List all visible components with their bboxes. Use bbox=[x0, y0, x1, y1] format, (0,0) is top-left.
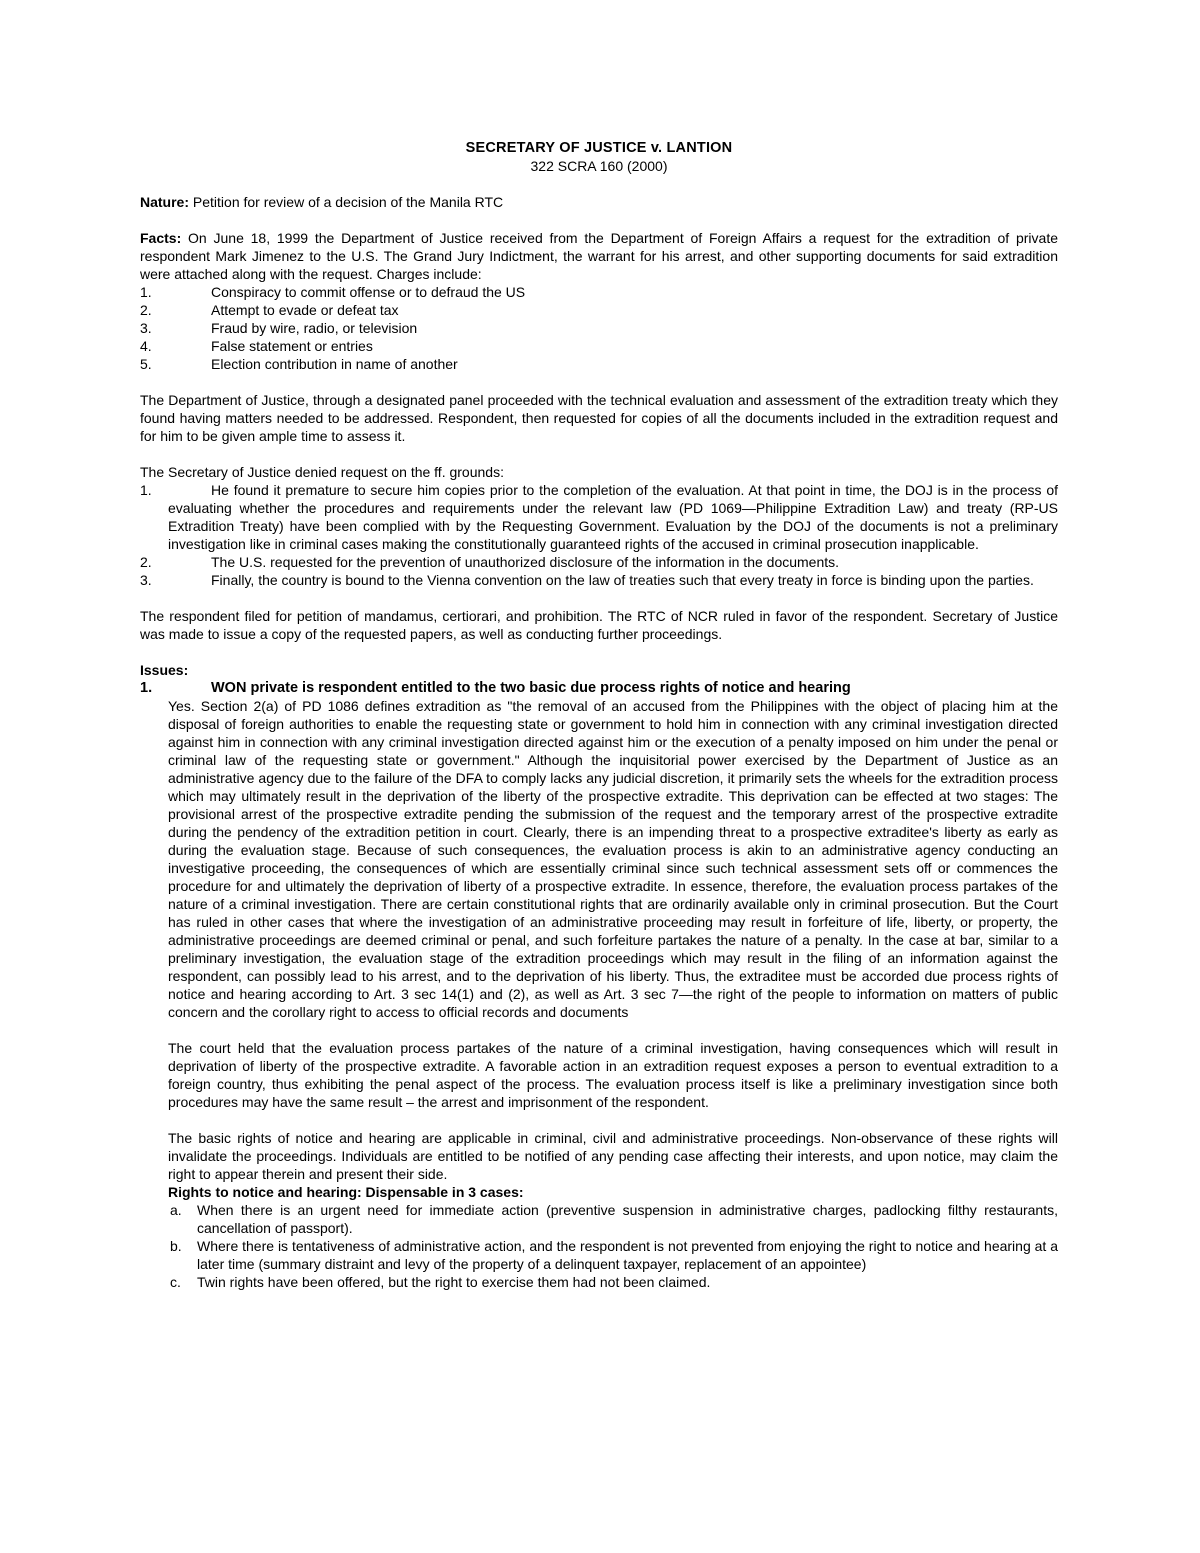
facts-paragraph bbox=[140, 229, 1058, 283]
issues-heading: Issues: bbox=[140, 662, 189, 678]
list-item: c. Twin rights have been offered, but the right to exercise them had not been claimed. bbox=[170, 1274, 711, 1290]
list-item: 2. Attempt to evade or defeat tax bbox=[140, 302, 399, 318]
facts-label: Facts: bbox=[140, 230, 182, 246]
facts-text: On June 18, 1999 the Department of Justice received from the Department of Foreign Affairs a request for the extradition of private respondent Mark Jimenez to the U.S. The Grand Jury Indictment, the warrant for his arrest, and other supporting documents for said extradition were attached along with the request. Charges include: bbox=[140, 230, 1058, 282]
issue-1-answer: Yes. Section 2(a) of PD 1086 defines extradition as "the removal of an accused from the Philippines with the object of placing him at the disposal of foreign authorities to enable the requesting state or government to hold him in connection with any criminal investigation directed against him in connection with any criminal investigation directed against him or the execution of a penalty imposed on him under the penal or criminal law of the requesting state or government." Although the inquisitorial power exercised by the Department of Justice as an administrative agency due to the failure of the DFA to comply lacks any judicial discretion, it primarily sets the wheels for the extradition process which may ultimately result in the deprivation of the liberty of the prospective extradite. This deprivation can be effected at two stages: The provisional arrest of the prospective extradite pending the submission of the request and the temporary arrest of the prospective extradite during the pendency of the extradition petition in court. Clearly, there is an impending threat to a prospective extraditee's liberty as early as during the evaluation stage. Because of such consequences, the evaluation process is akin to an administrative agency conducting an investigative proceeding, the consequences of which are essentially criminal since such technical assessment sets off or commences the procedure for and ultimately the deprivation of liberty of a prospective extradite. In essence, therefore, the evaluation process partakes of the nature of a criminal investigation. There are certain constitutional rights that are ordinarily available only in criminal prosecution. But the Court has ruled in other cases that where the investigation of an administrative proceeding may result in forfeiture of life, liberty, or property, the administrative proceedings are deemed criminal or penal, and such forfeiture partakes the nature of a penalty. In the case at bar, similar to a preliminary investigation, the evaluation stage of the extradition proceedings which may result in the filing of an information against the respondent, can possibly lead to his arrest, and to the deprivation of his liberty. Thus, the extraditee must be accorded due process rights of notice and hearing according to Art. 3 sec 14(1) and (2), as well as Art. 3 sec 7—the right of the people to information on matters of public concern and the corollary right to access to official records and documents bbox=[168, 698, 1058, 1020]
list-item: 1. Conspiracy to commit offense or to defraud the US bbox=[140, 284, 526, 300]
list-item: b. Where there is tentativeness of administrative action, and the respondent is not prevented from enjoying the right to notice and hearing at a later time (summary distraint and levy of the property of a delinquent taxpayer, replacement of an appointee) bbox=[170, 1238, 1058, 1272]
facts-paragraph-4: The respondent filed for petition of mandamus, certiorari, and prohibition. The RTC of NCR ruled in favor of the respondent. Secretary of Justice was made to issue a copy of the requested papers, as well as conducting further proceedings. bbox=[140, 608, 1058, 642]
nature-paragraph bbox=[140, 193, 1058, 211]
issue-1-holding: The court held that the evaluation process partakes of the nature of a criminal investigation, having consequences which will result in deprivation of liberty of the prospective extradite. A favorable action in an extradition request exposes a person to eventual extradition to a foreign country, thus exhibiting the penal aspect of the process. The evaluation process itself is like a preliminary investigation since both procedures may have the same result – the arrest and imprisonment of the respondent. bbox=[168, 1040, 1058, 1110]
issue-1-heading: 1. WON private is respondent entitled to the two basic due process rights of notice and hearing bbox=[140, 680, 851, 696]
case-citation: 322 SCRA 160 (2000) bbox=[530, 158, 668, 174]
nature-label: Nature: bbox=[140, 194, 190, 210]
case-title: SECRETARY OF JUSTICE v. LANTION bbox=[465, 140, 733, 156]
list-item: 1. He found it premature to secure him copies prior to the completion of the evaluation. At that point in time, the DOJ is in the process of evaluating whether the procedures and requirements under the relevant law (PD 1069—Philippine Extradition Law) and treaty (RP-US Extradition Treaty) have been complied with by the Requesting Government. Evaluation by the DOJ of the documents is not a preliminary investigation like in criminal cases making the constitutionally guaranteed rights of the accused in criminal prosecution inapplicable. bbox=[140, 482, 1058, 552]
grounds-list bbox=[140, 481, 1058, 589]
dispensable-cases-list bbox=[140, 1201, 1058, 1291]
list-item: 3. Finally, the country is bound to the Vienna convention on the law of treaties such that every treaty in force is binding upon the parties. bbox=[140, 572, 1034, 588]
notice-hearing-paragraph: The basic rights of notice and hearing are applicable in criminal, civil and administrative proceedings. Non-observance of these rights will invalidate the proceedings. Individuals are entitled to be notified of any pending case affecting their interests, and upon notice, may claim the right to appear therein and present their side. bbox=[168, 1130, 1058, 1182]
document-page bbox=[140, 139, 1058, 1291]
list-item: 2. The U.S. requested for the prevention of unauthorized disclosure of the information in the documents. bbox=[140, 554, 840, 570]
nature-text: Petition for review of a decision of the Manila RTC bbox=[192, 194, 504, 210]
facts-paragraph-3: The Secretary of Justice denied request on the ff. grounds: bbox=[140, 464, 504, 480]
list-item: 5. Election contribution in name of another bbox=[140, 356, 458, 372]
facts-paragraph-2: The Department of Justice, through a designated panel proceeded with the technical evaluation and assessment of the extradition treaty which they found having matters needed to be addressed. Respondent, then requested for copies of all the documents included in the extradition request and for him to be given ample time to assess it. bbox=[140, 392, 1058, 444]
list-item: a. When there is an urgent need for immediate action (preventive suspension in administrative charges, padlocking filthy restaurants, cancellation of passport). bbox=[170, 1202, 1058, 1236]
charges-list bbox=[140, 283, 1058, 373]
list-item: 4. False statement or entries bbox=[140, 338, 373, 354]
rights-dispensable-heading: Rights to notice and hearing: Dispensable in 3 cases: bbox=[168, 1184, 524, 1200]
list-item: 3. Fraud by wire, radio, or television bbox=[140, 320, 418, 336]
